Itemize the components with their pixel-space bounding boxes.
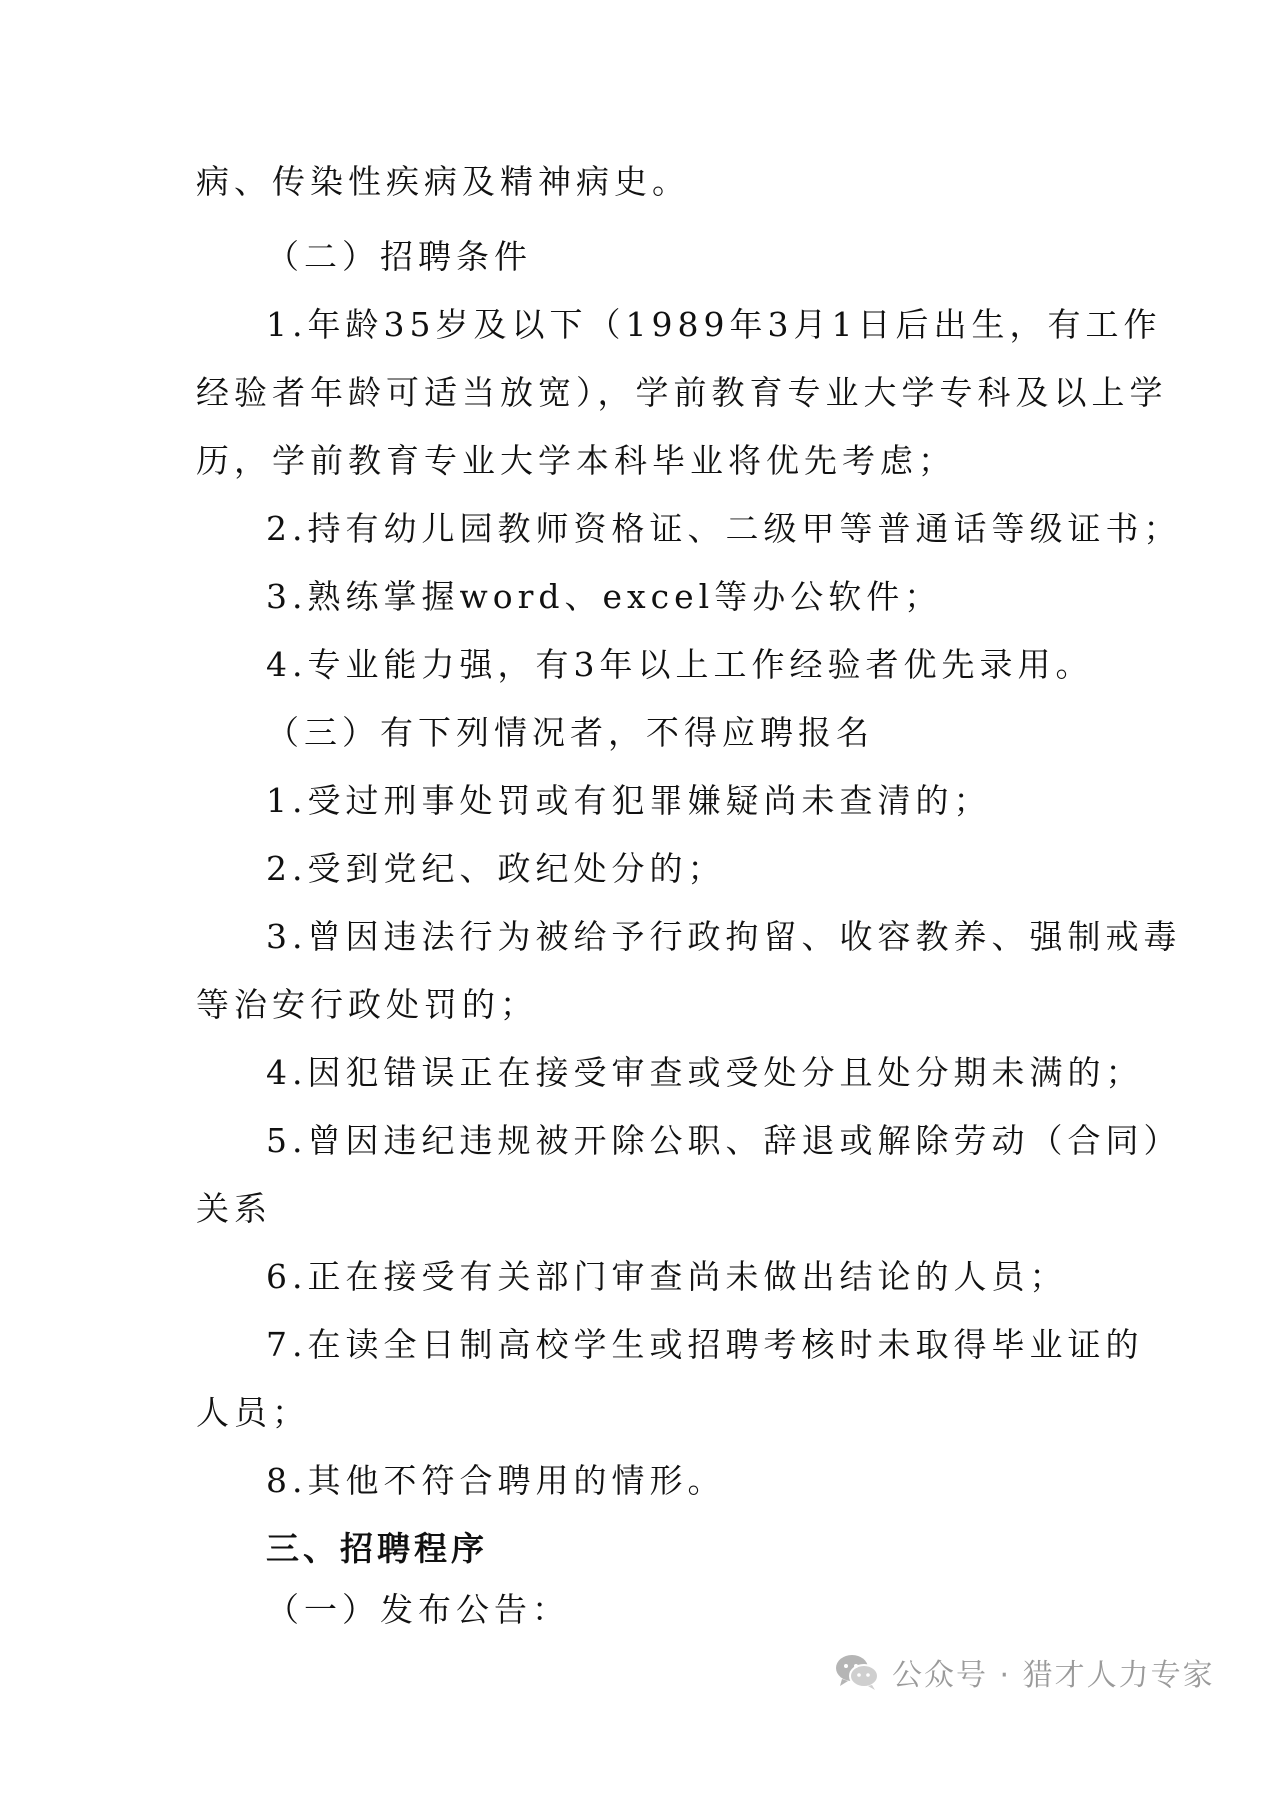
text-line: 6.正在接受有关部门审查尚未做出结论的人员； [266, 1257, 1068, 1296]
section-heading: （一）发布公告： [266, 1590, 570, 1629]
text-line: 1.年龄35岁及以下（1989年3月1日后出生，有工作 [266, 305, 1162, 344]
text-line: 7.在读全日制高校学生或招聘考核时未取得毕业证的 [266, 1325, 1144, 1364]
text-line: 2.持有幼儿园教师资格证、二级甲等普通话等级证书； [266, 509, 1182, 548]
text-line: 3.熟练掌握word、excel等办公软件； [266, 577, 943, 616]
text-line: 4.专业能力强，有3年以上工作经验者优先录用。 [266, 645, 1094, 684]
text-line: 人员； [196, 1393, 310, 1432]
text-line: 8.其他不符合聘用的情形。 [266, 1461, 726, 1500]
text-line: 4.因犯错误正在接受审查或受处分且处分期未满的； [266, 1053, 1144, 1092]
wechat-icon [834, 1652, 880, 1692]
text-line: 关系 [196, 1189, 272, 1228]
text-line: 5.曾因违纪违规被开除公职、辞退或解除劳动（合同） [266, 1121, 1182, 1160]
text-line: 1.受过刑事处罚或有犯罪嫌疑尚未查清的； [266, 781, 992, 820]
section-heading: 三、招聘程序 [266, 1529, 488, 1568]
section-heading: （三）有下列情况者，不得应聘报名 [266, 713, 874, 752]
text-line: 经验者年龄可适当放宽），学前教育专业大学专科及以上学 [196, 373, 1168, 412]
watermark-text: 公众号 · 猎才人力专家 [892, 1658, 1215, 1693]
text-line: 2.受到党纪、政纪处分的； [266, 849, 726, 888]
text-line: 等治安行政处罚的； [196, 985, 538, 1024]
text-line: 历，学前教育专业大学本科毕业将优先考虑； [196, 441, 956, 480]
text-line: 3.曾因违法行为被给予行政拘留、收容教养、强制戒毒 [266, 917, 1182, 956]
watermark [834, 1648, 1215, 1696]
section-heading: （二）招聘条件 [266, 237, 532, 276]
text-line: 病、传染性疾病及精神病史。 [196, 162, 690, 201]
